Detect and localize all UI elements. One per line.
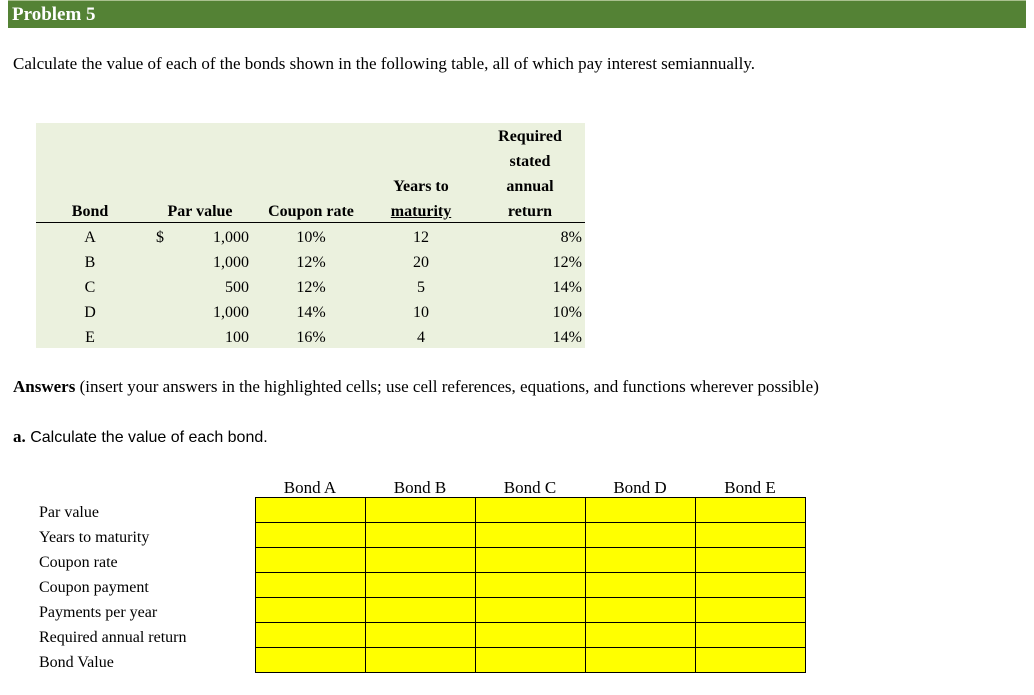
answer-grid: [255, 497, 806, 674]
answer-cell[interactable]: [585, 572, 696, 598]
header-years-line1: Years to: [393, 178, 449, 195]
part-a-letter: a.: [13, 427, 26, 446]
answer-cell[interactable]: [255, 622, 366, 648]
coupon-cell: 10%: [296, 229, 326, 246]
part-a-text: Calculate the value of each bond.: [25, 429, 268, 446]
row-label-payments-per-year: Payments per year: [39, 604, 158, 621]
answer-cell[interactable]: [365, 622, 476, 648]
answer-cell[interactable]: [475, 572, 586, 598]
answer-cell[interactable]: [255, 497, 366, 523]
years-cell: 5: [417, 279, 425, 296]
row-label-par-value: Par value: [39, 504, 99, 521]
required-cell: 10%: [552, 304, 582, 321]
bond-cell: A: [84, 229, 96, 246]
header-required-line4: return: [507, 203, 553, 220]
header-bond: Bond: [71, 203, 109, 220]
par-cell: 1,000: [213, 304, 249, 321]
part-a-prompt: [13, 427, 268, 447]
par-cell: 100: [225, 329, 249, 346]
answer-cell[interactable]: [475, 622, 586, 648]
problem-title: Problem 5: [12, 4, 96, 25]
par-cell: 1,000: [213, 254, 249, 271]
answer-col-bond-e: Bond E: [724, 478, 776, 497]
bond-data-table: [36, 123, 585, 348]
answer-cell[interactable]: [585, 622, 696, 648]
bond-cell: E: [85, 329, 95, 346]
problem-header-bar: [8, 0, 1026, 28]
answers-label: Answers: [13, 377, 76, 396]
row-label-coupon-payment: Coupon payment: [39, 579, 149, 596]
required-cell: 12%: [552, 254, 582, 271]
bond-cell: C: [84, 279, 96, 296]
answer-col-bond-c: Bond C: [503, 478, 557, 497]
row-label-coupon-rate: Coupon rate: [39, 554, 118, 571]
par-cell: 1,000: [213, 229, 249, 246]
answer-cell[interactable]: [255, 597, 366, 623]
row-label-years-to-maturity: Years to maturity: [39, 529, 150, 546]
row-label-bond-value: Bond Value: [39, 654, 114, 671]
header-coupon-rate: Coupon rate: [268, 203, 354, 220]
answer-cell[interactable]: [255, 522, 366, 548]
answers-instructions: [13, 377, 819, 397]
answer-col-bond-d: Bond D: [613, 478, 667, 497]
answer-cell[interactable]: [475, 647, 586, 673]
answer-cell[interactable]: [585, 497, 696, 523]
answers-text: (insert your answers in the highlighted cells; use cell references, equations, and functions wherever possible): [75, 377, 819, 396]
answer-cell[interactable]: [695, 647, 806, 673]
coupon-cell: 16%: [296, 329, 326, 346]
required-cell: 14%: [552, 279, 582, 296]
answer-cell[interactable]: [695, 522, 806, 548]
intro-text: Calculate the value of each of the bonds shown in the following table, all of which pay interest semiannually.: [13, 54, 755, 73]
answer-cell[interactable]: [365, 572, 476, 598]
years-cell: 20: [413, 254, 429, 271]
answer-cell[interactable]: [475, 522, 586, 548]
answer-cell[interactable]: [475, 497, 586, 523]
answer-col-bond-a: Bond A: [283, 478, 337, 497]
header-required-line3: annual: [506, 178, 554, 195]
answer-cell[interactable]: [475, 597, 586, 623]
years-cell: 10: [413, 304, 429, 321]
answer-cell[interactable]: [255, 547, 366, 573]
answer-cell[interactable]: [365, 597, 476, 623]
header-required-line2: stated: [509, 153, 551, 170]
answer-cell[interactable]: [365, 522, 476, 548]
header-years-line2: maturity: [390, 203, 452, 220]
bond-cell: D: [84, 304, 96, 321]
years-cell: 4: [417, 329, 425, 346]
answer-cell[interactable]: [585, 597, 696, 623]
answer-cell[interactable]: [475, 547, 586, 573]
years-cell: 12: [413, 229, 429, 246]
coupon-cell: 12%: [296, 254, 326, 271]
answer-cell[interactable]: [585, 547, 696, 573]
required-cell: 14%: [552, 329, 582, 346]
header-required-line1: Required: [498, 128, 562, 145]
header-par-value: Par value: [167, 203, 233, 220]
coupon-cell: 12%: [296, 279, 326, 296]
par-cell: 500: [225, 279, 249, 296]
answer-cell[interactable]: [255, 647, 366, 673]
answer-cell[interactable]: [695, 497, 806, 523]
currency-symbol: $: [156, 229, 164, 246]
answer-cell[interactable]: [695, 622, 806, 648]
answer-cell[interactable]: [365, 547, 476, 573]
answer-cell[interactable]: [585, 522, 696, 548]
required-cell: 8%: [560, 229, 582, 246]
header-divider: [36, 222, 585, 223]
answer-cell[interactable]: [365, 497, 476, 523]
answer-col-bond-b: Bond B: [393, 478, 447, 497]
coupon-cell: 14%: [296, 304, 326, 321]
answer-cell[interactable]: [695, 547, 806, 573]
answer-cell[interactable]: [695, 572, 806, 598]
answer-cell[interactable]: [585, 647, 696, 673]
answer-cell[interactable]: [255, 572, 366, 598]
bond-cell: B: [84, 254, 96, 271]
row-label-required-annual-return: Required annual return: [39, 629, 187, 646]
answer-cell[interactable]: [695, 597, 806, 623]
answer-cell[interactable]: [365, 647, 476, 673]
